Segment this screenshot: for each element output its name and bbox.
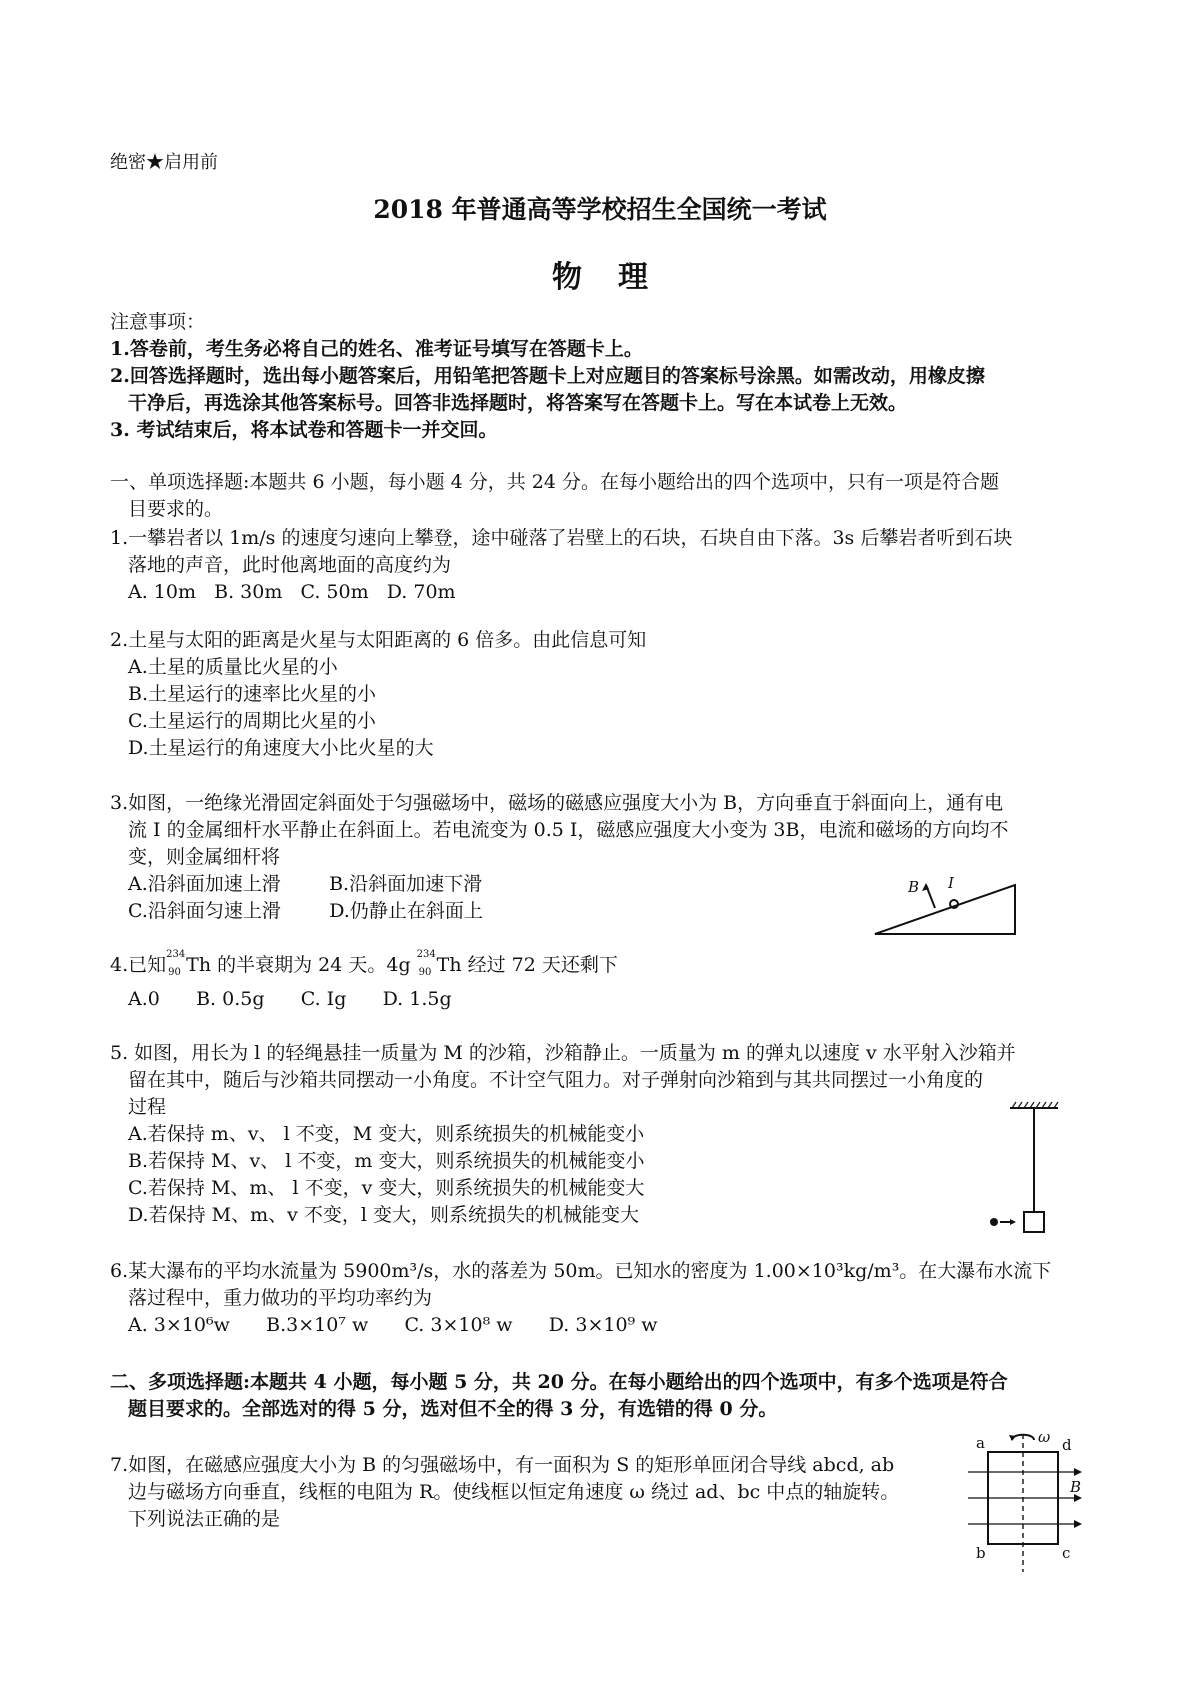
sandbox bbox=[1024, 1212, 1044, 1232]
question-1-stem-cont: 落地的声音，此时他离地面的高度约为 bbox=[128, 554, 452, 576]
question-1-stem: 1.一攀岩者以 1m/s 的速度匀速向上攀登，途中碰落了岩壁上的石块，石块自由下落。3s 后攀岩者听到石块 bbox=[110, 527, 1013, 549]
current-label-i: I bbox=[948, 874, 954, 892]
nuclide-1-atomic: 90 bbox=[168, 967, 181, 978]
question-6-options: A. 3×10⁶w B.3×10⁷ w C. 3×10⁸ w D. 3×10⁹ w bbox=[128, 1314, 658, 1336]
question-3-stem-cont: 流 I 的金属细杆水平静止在斜面上。若电流变为 0.5 I，磁感应强度大小变为 3B，电流和磁场的方向均不 bbox=[128, 819, 1009, 841]
field-label-b: B bbox=[908, 878, 920, 896]
confidential-label: 绝密★启用前 bbox=[110, 152, 218, 173]
omega-label: ω bbox=[1038, 1428, 1051, 1446]
notice-heading: 注意事项： bbox=[110, 311, 206, 333]
corner-label-b: b bbox=[976, 1544, 986, 1562]
nuclide-2-mass: 234 bbox=[416, 949, 436, 960]
notice-item-1: 1.答卷前，考生务必将自己的姓名、准考证号填写在答题卡上。 bbox=[110, 338, 643, 360]
field-label-b: B bbox=[1070, 1478, 1082, 1496]
nuclide-1 bbox=[166, 949, 186, 978]
question-5-option-a: A.若保持 m、v、 l 不变，M 变大，则系统损失的机械能变小 bbox=[128, 1123, 645, 1145]
incline-triangle bbox=[875, 885, 1015, 934]
nuclide-1-symbol: Th bbox=[186, 954, 212, 976]
question-3-stem: 3.如图，一绝缘光滑固定斜面处于匀强磁场中，磁场的磁感应强度大小为 B，方向垂直于斜面向上，通有电 bbox=[110, 792, 1004, 814]
bullet-arrowhead bbox=[1010, 1219, 1016, 1225]
question-3-stem-cont-2: 变，则金属细杆将 bbox=[128, 846, 281, 868]
question-5-stem-cont: 留在其中，随后与沙箱共同摆动一小角度。不计空气阻力。对子弹射向沙箱到与其共同摆过一小角度的 bbox=[128, 1069, 984, 1091]
question-5-option-d: D.若保持 M、m、v 不变，l 变大，则系统损失的机械能变大 bbox=[128, 1204, 639, 1226]
coil-figure bbox=[960, 1430, 1090, 1575]
rotation-arrowhead bbox=[1009, 1435, 1016, 1441]
subject-title: 物理 bbox=[552, 260, 684, 295]
question-6-stem-cont: 落过程中，重力做功的平均功率约为 bbox=[128, 1287, 433, 1309]
question-5-stem: 5. 如图，用长为 l 的轻绳悬挂一质量为 M 的沙箱，沙箱静止。一质量为 m 的弹丸以速度 v 水平射入沙箱并 bbox=[110, 1042, 1016, 1064]
field-arrowheads bbox=[1074, 1468, 1082, 1528]
notice-item-2: 2.回答选择题时，选出每小题答案后，用铅笔把答题卡上对应题目的答案标号涂黑。如需改动，用橡皮擦 bbox=[110, 365, 985, 387]
question-6-stem: 6.某大瀑布的平均水流量为 5900m³/s，水的落差为 50m。已知水的密度为 1.00×10³kg/m³。在大瀑布水流下 bbox=[110, 1260, 1052, 1282]
question-7-stem-cont: 边与磁场方向垂直，线框的电阻为 R。使线框以恒定角速度 ω 绕过 ad、bc 中点的轴旋转。 bbox=[128, 1481, 900, 1503]
bullet bbox=[990, 1218, 998, 1226]
question-3-options-ab: A.沿斜面加速上滑 B.沿斜面加速下滑 bbox=[128, 873, 483, 895]
question-2-option-b: B.土星运行的速率比火星的小 bbox=[128, 683, 377, 705]
question-4-pre: 4.已知 bbox=[110, 954, 167, 976]
question-2-option-d: D.土星运行的角速度大小比火星的大 bbox=[128, 737, 434, 759]
question-4-post: 经过 72 天还剩下 bbox=[461, 954, 618, 976]
notice-item-3: 3. 考试结束后，将本试卷和答题卡一并交回。 bbox=[110, 419, 498, 441]
corner-label-d: d bbox=[1062, 1436, 1072, 1454]
question-5-option-b: B.若保持 M、v、 l 不变，m 变大，则系统损失的机械能变小 bbox=[128, 1150, 645, 1172]
corner-label-a: a bbox=[976, 1434, 985, 1452]
question-4-stem bbox=[110, 949, 618, 978]
nuclide-2 bbox=[416, 949, 437, 978]
question-2-stem: 2.土星与太阳的距离是火星与太阳距离的 6 倍多。由此信息可知 bbox=[110, 629, 647, 651]
nuclide-2-symbol: Th bbox=[436, 954, 462, 976]
question-5-stem-cont-2: 过程 bbox=[128, 1096, 167, 1118]
question-2-option-c: C.土星运行的周期比火星的小 bbox=[128, 710, 376, 732]
section-2-heading: 二、多项选择题:本题共 4 小题，每小题 5 分，共 20 分。在每小题给出的四个选项中，有多个选项是符合 bbox=[110, 1371, 1008, 1393]
question-1-options: A. 10m B. 30m C. 50m D. 70m bbox=[128, 581, 456, 603]
section-1-heading: 一、单项选择题:本题共 6 小题，每小题 4 分，共 24 分。在每小题给出的四个选项中，只有一项是符合题 bbox=[110, 471, 999, 493]
question-4-mid: 的半衰期为 24 天。4g bbox=[211, 954, 417, 976]
question-3-options-cd: C.沿斜面匀速上滑 D.仍静止在斜面上 bbox=[128, 900, 483, 922]
notice-item-2-cont: 干净后，再选涂其他答案标号。回答非选择题时，将答案写在答题卡上。写在本试卷上无效。 bbox=[128, 392, 908, 414]
exam-title: 2018 年普通高等学校招生全国统一考试 bbox=[373, 195, 827, 224]
question-7-stem-cont-2: 下列说法正确的是 bbox=[128, 1508, 281, 1530]
question-4-options: A.0 B. 0.5g C. Ig D. 1.5g bbox=[128, 988, 452, 1010]
section-1-heading-cont: 目要求的。 bbox=[128, 498, 224, 520]
nuclide-2-atomic: 90 bbox=[418, 967, 432, 978]
question-7-stem: 7.如图，在磁感应强度大小为 B 的匀强磁场中，有一面积为 S 的矩形单匝闭合导线 abcd, ab bbox=[110, 1454, 895, 1476]
section-2-heading-cont: 题目要求的。全部选对的得 5 分，选对但不全的得 3 分，有选错的得 0 分。 bbox=[128, 1398, 778, 1420]
pendulum-figure bbox=[990, 1100, 1070, 1235]
question-5-option-c: C.若保持 M、m、 l 不变，v 变大，则系统损失的机械能变大 bbox=[128, 1177, 645, 1199]
incline-figure bbox=[870, 870, 1020, 940]
question-2-option-a: A.土星的质量比火星的小 bbox=[128, 656, 338, 678]
corner-label-c: c bbox=[1062, 1544, 1071, 1562]
nuclide-1-mass: 234 bbox=[166, 949, 186, 960]
